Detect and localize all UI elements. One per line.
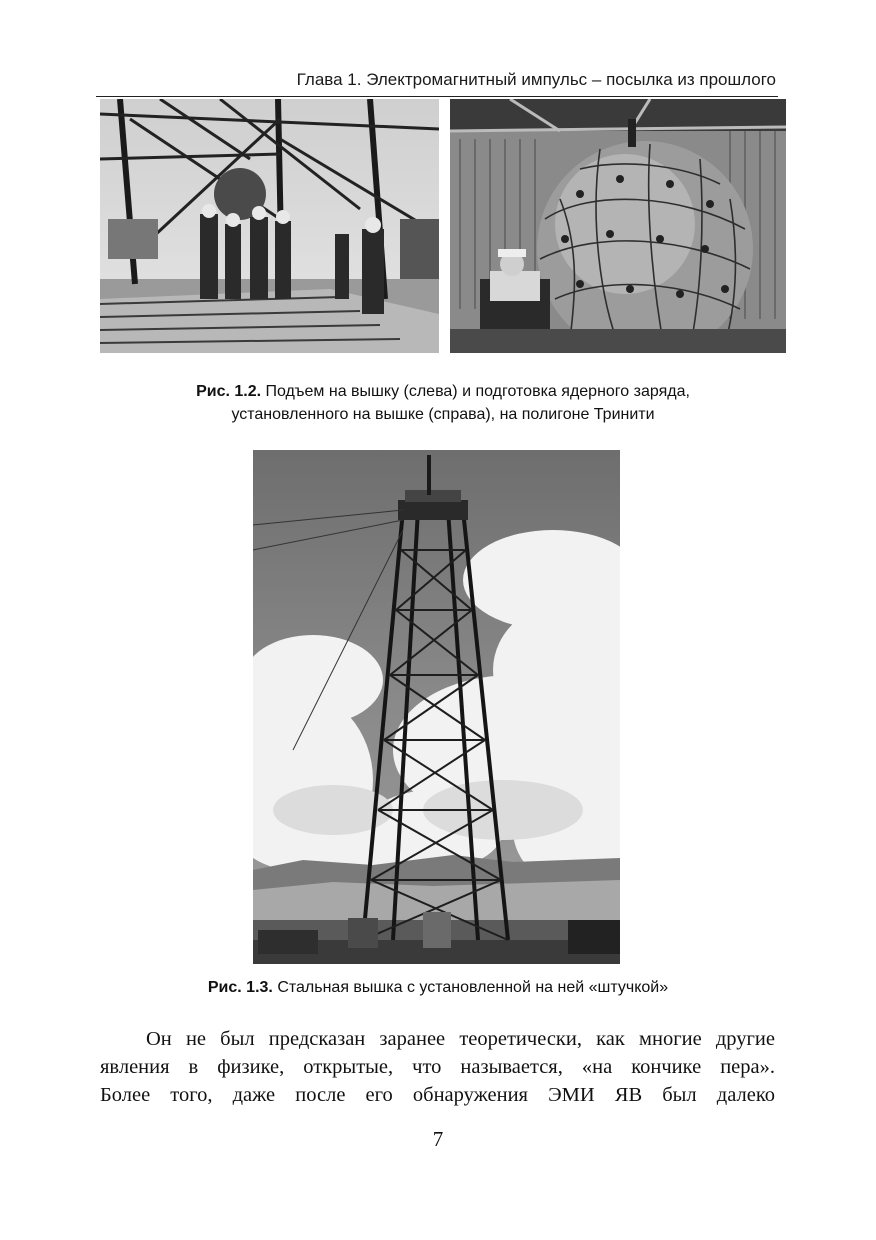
figure-1-2-caption-line1: Подъем на вышку (слева) и подготовка ядерного заряда, [265, 383, 690, 400]
figure-1-3-caption [100, 976, 776, 999]
header-rule [96, 96, 778, 97]
figure-1-2-label: Рис. 1.2. [196, 383, 262, 400]
body-line-2: явления в физике, открытые, что называется, «на кончике пера». [100, 1056, 775, 1078]
page-number: 7 [432, 1127, 444, 1151]
figure-1-3-caption-text: Стальная вышка с установленной на ней «штучкой» [277, 979, 669, 996]
photo-tower-lifting [100, 99, 439, 353]
figure-1-2-caption [100, 380, 786, 426]
body-line-1: Он не был предсказан заранее теоретически, как многие другие [146, 1028, 775, 1050]
photo-device-preparation [450, 99, 786, 353]
body-paragraph [100, 1025, 775, 1109]
running-head: Глава 1. Электромагнитный импульс – посылка из прошлого [296, 70, 776, 89]
body-line-3: Более того, даже после его обнаружения ЭМИ ЯВ был далеко [100, 1084, 775, 1106]
photo-steel-tower [253, 450, 620, 964]
figure-1-3-label: Рис. 1.3. [207, 979, 273, 996]
figure-1-2-caption-line2: установленного на вышке (справа), на полигоне Тринити [231, 406, 655, 423]
